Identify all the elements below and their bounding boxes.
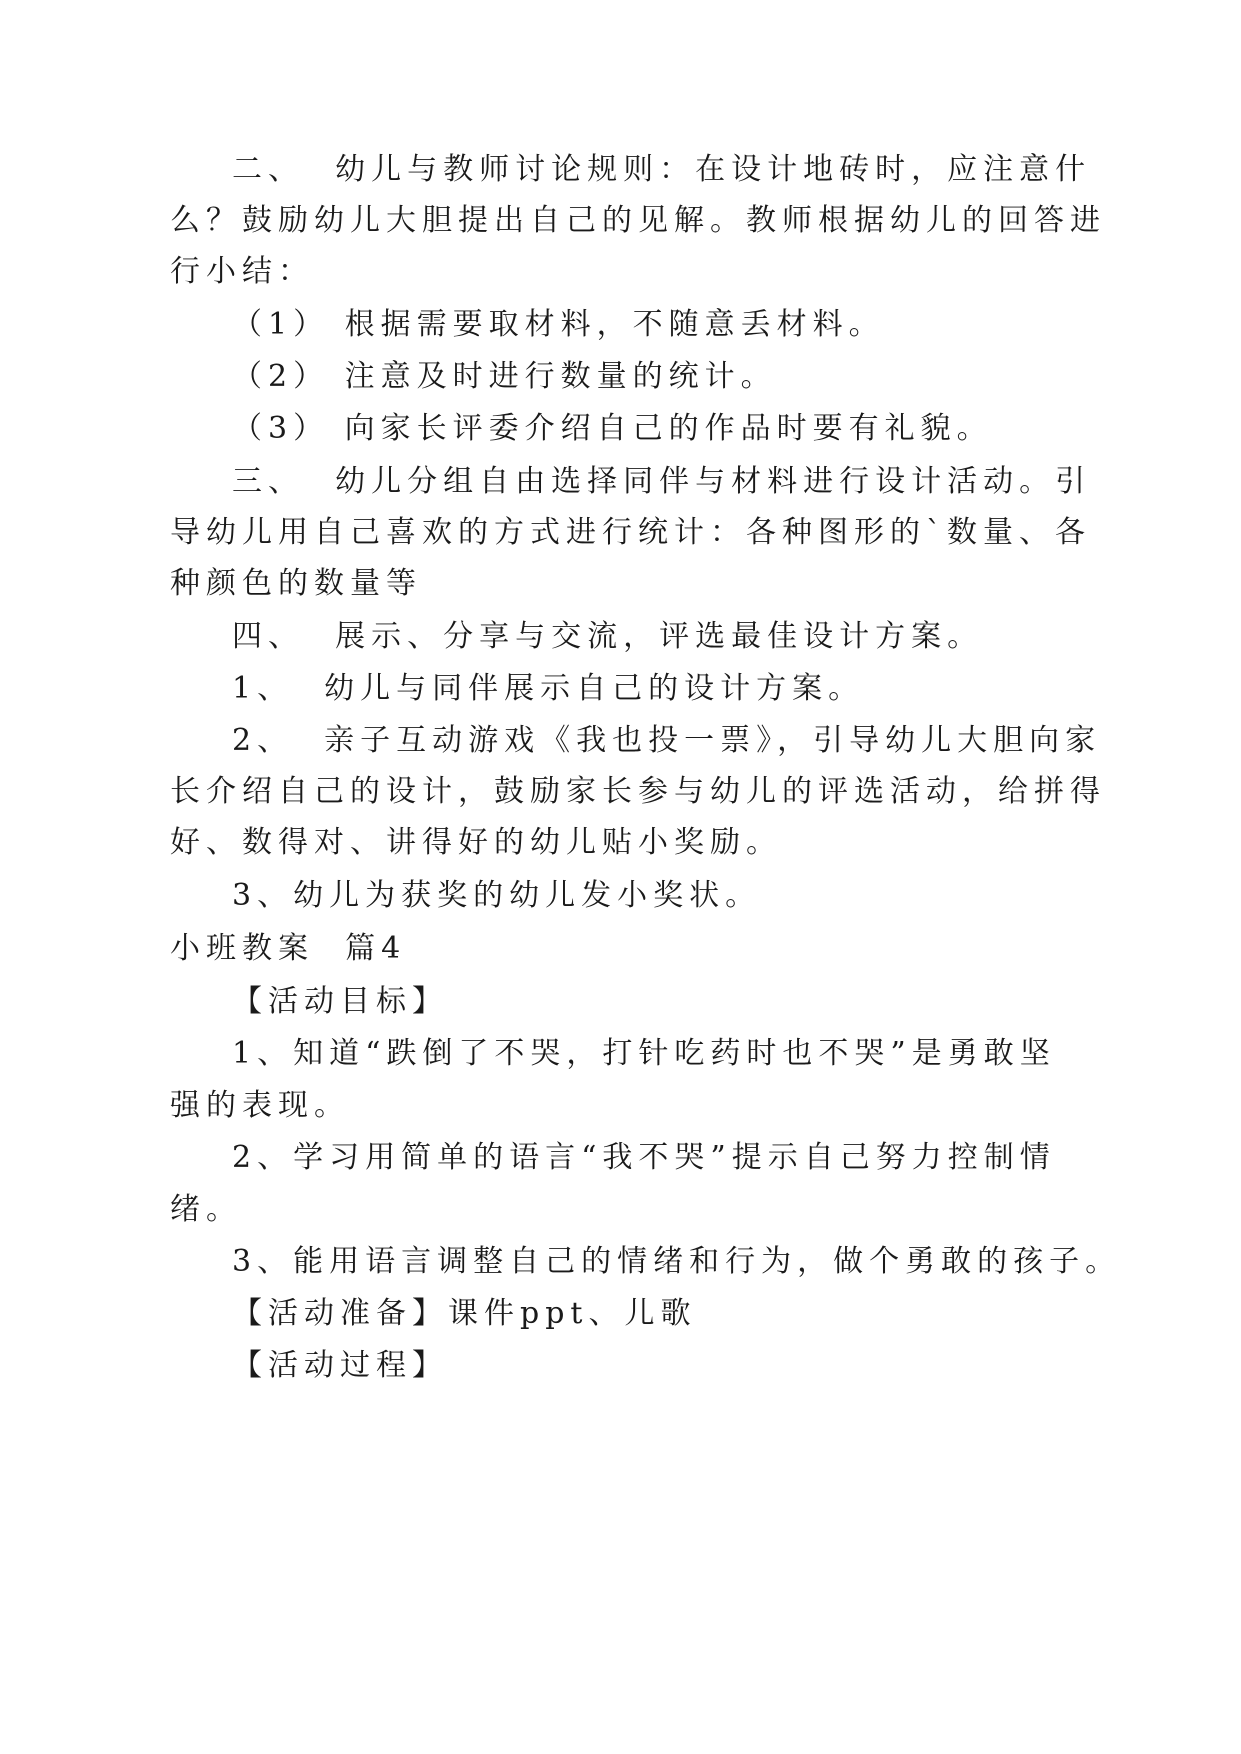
section-heading: 小班教案 篇4 bbox=[170, 931, 407, 966]
paragraph-line: 3、幼儿为获奖的幼儿发小奖状。 bbox=[232, 878, 762, 913]
paragraph-line: 强的表现。 bbox=[170, 1088, 350, 1123]
paragraph-line: 1、知道“跌倒了不哭，打针吃药时也不哭”是勇敢坚 bbox=[232, 1036, 1056, 1071]
subsection-heading: 【活动目标】 bbox=[232, 984, 448, 1019]
paragraph-line: 2、学习用简单的语言“我不哭”提示自己努力控制情 bbox=[232, 1140, 1056, 1175]
paragraph-line: 好、数得对、讲得好的幼儿贴小奖励。 bbox=[170, 825, 782, 860]
paragraph-line: 三、 幼儿分组自由选择同伴与材料进行设计活动。引 bbox=[232, 464, 1092, 499]
paragraph-line: 四、 展示、分享与交流，评选最佳设计方案。 bbox=[232, 619, 984, 654]
list-item: （3） 向家长评委介绍自己的作品时要有礼貌。 bbox=[232, 411, 993, 446]
paragraph-line: 种颜色的数量等 bbox=[170, 566, 422, 601]
paragraph-line: 2、 亲子互动游戏《我也投一票》，引导幼儿大胆向家 bbox=[232, 723, 1102, 758]
subsection-heading: 【活动准备】课件ppt、儿歌 bbox=[232, 1296, 697, 1331]
paragraph-line: 1、 幼儿与同伴展示自己的设计方案。 bbox=[232, 671, 865, 706]
paragraph-line: 3、能用语言调整自己的情绪和行为，做个勇敢的孩子。 bbox=[232, 1244, 1122, 1279]
paragraph-line: 行小结： bbox=[170, 254, 314, 289]
subsection-heading: 【活动过程】 bbox=[232, 1348, 448, 1383]
paragraph-line: 绪。 bbox=[170, 1192, 242, 1227]
paragraph-line: 二、 幼儿与教师讨论规则：在设计地砖时，应注意什 bbox=[232, 152, 1092, 187]
paragraph-line: 导幼儿用自己喜欢的方式进行统计：各种图形的`数量、各 bbox=[170, 515, 1091, 550]
paragraph-line: 长介绍自己的设计，鼓励家长参与幼儿的评选活动，给拼得 bbox=[170, 774, 1106, 809]
list-item: （1） 根据需要取材料，不随意丢材料。 bbox=[232, 307, 885, 342]
list-item: （2） 注意及时进行数量的统计。 bbox=[232, 359, 777, 394]
paragraph-line: 么？鼓励幼儿大胆提出自己的见解。教师根据幼儿的回答进 bbox=[170, 203, 1106, 238]
